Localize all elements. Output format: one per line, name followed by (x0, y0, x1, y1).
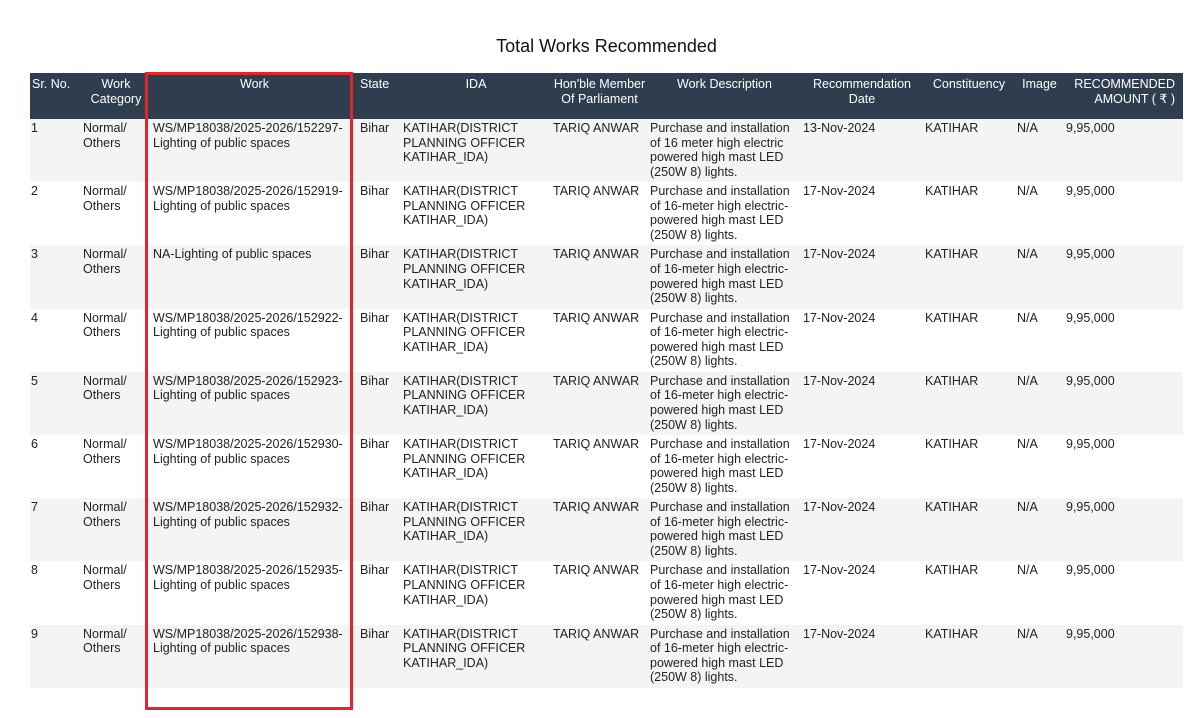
header-work-description: Work Description (648, 73, 801, 119)
cell-member: TARIQ ANWAR (551, 435, 648, 498)
cell-constituency: KATIHAR (923, 625, 1015, 688)
cell-member: TARIQ ANWAR (551, 245, 648, 308)
cell-sr-no: 9 (30, 625, 81, 688)
header-work-category: Work Category (81, 73, 151, 119)
cell-work-category: Normal/ Others (81, 309, 151, 372)
cell-ida: KATIHAR(DISTRICT PLANNING OFFICER KATIHAR_IDA) (401, 182, 551, 245)
cell-recommendation-date: 17-Nov-2024 (801, 182, 923, 245)
cell-state: Bihar (358, 435, 401, 498)
table-row (30, 119, 1183, 182)
cell-ida: KATIHAR(DISTRICT PLANNING OFFICER KATIHAR_IDA) (401, 119, 551, 182)
cell-constituency: KATIHAR (923, 435, 1015, 498)
cell-amount: 9,95,000 (1064, 498, 1183, 561)
cell-member: TARIQ ANWAR (551, 119, 648, 182)
cell-state: Bihar (358, 498, 401, 561)
cell-sr-no: 2 (30, 182, 81, 245)
cell-ida: KATIHAR(DISTRICT PLANNING OFFICER KATIHAR_IDA) (401, 309, 551, 372)
header-work: Work (151, 73, 358, 119)
cell-sr-no: 1 (30, 119, 81, 182)
table-row (30, 625, 1183, 688)
cell-image: N/A (1015, 561, 1064, 624)
cell-constituency: KATIHAR (923, 561, 1015, 624)
table-body (30, 119, 1183, 688)
cell-ida: KATIHAR(DISTRICT PLANNING OFFICER KATIHAR_IDA) (401, 372, 551, 435)
cell-amount: 9,95,000 (1064, 561, 1183, 624)
works-table (30, 73, 1183, 688)
cell-state: Bihar (358, 182, 401, 245)
cell-state: Bihar (358, 372, 401, 435)
cell-work-description: Purchase and installation of 16 meter high electric powered high mast LED (250W 8) lights. (648, 119, 801, 182)
cell-work: WS/MP18038/2025-2026/152932-Lighting of public spaces (151, 498, 358, 561)
cell-sr-no: 5 (30, 372, 81, 435)
header-state: State (358, 73, 401, 119)
cell-work: WS/MP18038/2025-2026/152923-Lighting of public spaces (151, 372, 358, 435)
cell-state: Bihar (358, 625, 401, 688)
cell-ida: KATIHAR(DISTRICT PLANNING OFFICER KATIHAR_IDA) (401, 561, 551, 624)
header-member: Hon'ble Member Of Parliament (551, 73, 648, 119)
cell-member: TARIQ ANWAR (551, 309, 648, 372)
cell-work-category: Normal/ Others (81, 561, 151, 624)
cell-work: WS/MP18038/2025-2026/152297-Lighting of public spaces (151, 119, 358, 182)
table-row (30, 435, 1183, 498)
cell-amount: 9,95,000 (1064, 625, 1183, 688)
cell-state: Bihar (358, 245, 401, 308)
cell-recommendation-date: 17-Nov-2024 (801, 498, 923, 561)
cell-image: N/A (1015, 182, 1064, 245)
cell-work-category: Normal/ Others (81, 119, 151, 182)
cell-amount: 9,95,000 (1064, 309, 1183, 372)
cell-recommendation-date: 17-Nov-2024 (801, 245, 923, 308)
header-ida: IDA (401, 73, 551, 119)
cell-work-description: Purchase and installation of 16-meter high electric-powered high mast LED (250W 8) lights. (648, 309, 801, 372)
cell-work: WS/MP18038/2025-2026/152938-Lighting of public spaces (151, 625, 358, 688)
page-title: Total Works Recommended (496, 36, 717, 56)
cell-work-category: Normal/ Others (81, 625, 151, 688)
cell-state: Bihar (358, 561, 401, 624)
header-recommendation-date: Recommendation Date (801, 73, 923, 119)
cell-member: TARIQ ANWAR (551, 182, 648, 245)
cell-work-category: Normal/ Others (81, 182, 151, 245)
cell-member: TARIQ ANWAR (551, 561, 648, 624)
cell-member: TARIQ ANWAR (551, 625, 648, 688)
table-row (30, 498, 1183, 561)
cell-work-category: Normal/ Others (81, 498, 151, 561)
cell-sr-no: 6 (30, 435, 81, 498)
header-sr-no: Sr. No. (30, 73, 81, 119)
cell-image: N/A (1015, 245, 1064, 308)
cell-recommendation-date: 17-Nov-2024 (801, 309, 923, 372)
cell-work-description: Purchase and installation of 16-meter high electric-powered high mast LED (250W 8) lights. (648, 182, 801, 245)
cell-work-category: Normal/ Others (81, 435, 151, 498)
table-row (30, 561, 1183, 624)
cell-recommendation-date: 17-Nov-2024 (801, 372, 923, 435)
cell-constituency: KATIHAR (923, 245, 1015, 308)
cell-recommendation-date: 17-Nov-2024 (801, 625, 923, 688)
cell-recommendation-date: 13-Nov-2024 (801, 119, 923, 182)
cell-constituency: KATIHAR (923, 119, 1015, 182)
cell-image: N/A (1015, 372, 1064, 435)
cell-image: N/A (1015, 435, 1064, 498)
header-constituency: Constituency (923, 73, 1015, 119)
table-row (30, 309, 1183, 372)
cell-work: WS/MP18038/2025-2026/152935-Lighting of public spaces (151, 561, 358, 624)
cell-constituency: KATIHAR (923, 372, 1015, 435)
cell-image: N/A (1015, 498, 1064, 561)
cell-ida: KATIHAR(DISTRICT PLANNING OFFICER KATIHAR_IDA) (401, 245, 551, 308)
table-header (30, 73, 1183, 119)
cell-sr-no: 7 (30, 498, 81, 561)
cell-constituency: KATIHAR (923, 309, 1015, 372)
cell-amount: 9,95,000 (1064, 182, 1183, 245)
cell-sr-no: 4 (30, 309, 81, 372)
cell-work: NA-Lighting of public spaces (151, 245, 358, 308)
cell-work-description: Purchase and installation of 16-meter high electric-powered high mast LED (250W 8) lights. (648, 245, 801, 308)
cell-sr-no: 8 (30, 561, 81, 624)
cell-image: N/A (1015, 119, 1064, 182)
header-image: Image (1015, 73, 1064, 119)
cell-state: Bihar (358, 119, 401, 182)
cell-work-category: Normal/ Others (81, 372, 151, 435)
cell-work-description: Purchase and installation of 16-meter high electric-powered high mast LED (250W 8) lights. (648, 498, 801, 561)
cell-work: WS/MP18038/2025-2026/152930-Lighting of public spaces (151, 435, 358, 498)
cell-ida: KATIHAR(DISTRICT PLANNING OFFICER KATIHAR_IDA) (401, 625, 551, 688)
cell-work-description: Purchase and installation of 16-meter high electric-powered high mast LED (250W 8) lights. (648, 561, 801, 624)
cell-work-description: Purchase and installation of 16-meter high electric-powered high mast LED (250W 8) lights. (648, 372, 801, 435)
cell-work-description: Purchase and installation of 16-meter high electric-powered high mast LED (250W 8) lights. (648, 625, 801, 688)
cell-work-category: Normal/ Others (81, 245, 151, 308)
cell-recommendation-date: 17-Nov-2024 (801, 435, 923, 498)
header-amount: RECOMMENDED AMOUNT ( ₹ ) (1064, 73, 1183, 119)
cell-image: N/A (1015, 309, 1064, 372)
cell-constituency: KATIHAR (923, 182, 1015, 245)
cell-image: N/A (1015, 625, 1064, 688)
cell-work-description: Purchase and installation of 16-meter high electric-powered high mast LED (250W 8) lights. (648, 435, 801, 498)
table-row (30, 182, 1183, 245)
cell-state: Bihar (358, 309, 401, 372)
cell-amount: 9,95,000 (1064, 372, 1183, 435)
table-row (30, 245, 1183, 308)
cell-amount: 9,95,000 (1064, 119, 1183, 182)
cell-amount: 9,95,000 (1064, 245, 1183, 308)
cell-amount: 9,95,000 (1064, 435, 1183, 498)
cell-ida: KATIHAR(DISTRICT PLANNING OFFICER KATIHAR_IDA) (401, 498, 551, 561)
cell-member: TARIQ ANWAR (551, 372, 648, 435)
cell-ida: KATIHAR(DISTRICT PLANNING OFFICER KATIHAR_IDA) (401, 435, 551, 498)
cell-member: TARIQ ANWAR (551, 498, 648, 561)
cell-work: WS/MP18038/2025-2026/152922-Lighting of public spaces (151, 309, 358, 372)
cell-work: WS/MP18038/2025-2026/152919-Lighting of public spaces (151, 182, 358, 245)
cell-constituency: KATIHAR (923, 498, 1015, 561)
cell-recommendation-date: 17-Nov-2024 (801, 561, 923, 624)
table-row (30, 372, 1183, 435)
cell-sr-no: 3 (30, 245, 81, 308)
